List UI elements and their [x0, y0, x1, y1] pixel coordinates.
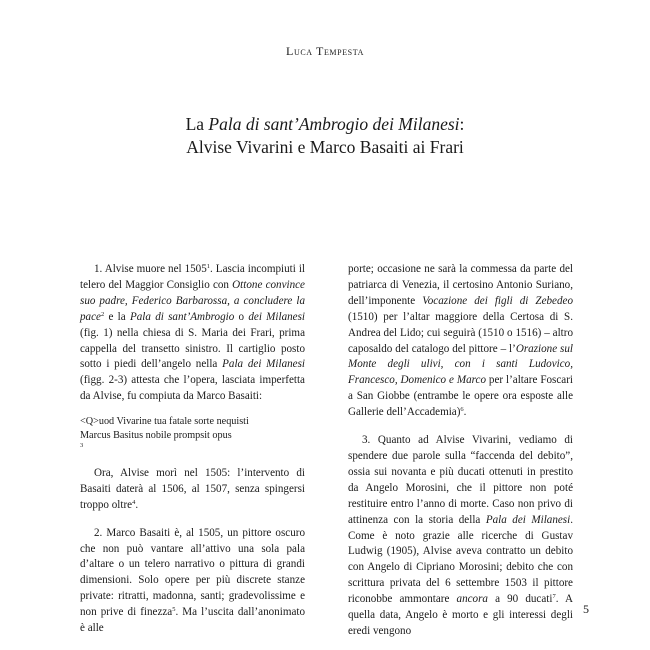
paragraph-4 — [348, 262, 573, 421]
italic-run: Pala dei Milanesi — [485, 513, 571, 526]
footnote-ref: 1 — [206, 263, 211, 270]
text-run: per l’altare Foscari a San Giobbe (entrambe le opere ora esposte alle Gallerie dell’Accademia) — [348, 374, 573, 419]
text-run: (fig. 1) nella chiesa di S. Maria dei Frari, prima cappella del transetto sinistro. Il cartiglio posto sotto i piedi dell’angelo nella — [80, 326, 305, 371]
italic-run: Pala dei Milanesi — [222, 358, 305, 371]
text-run: . Ma l’uscita dall’anonimato è alle — [80, 606, 305, 635]
text-run: porte; occasione ne sarà la commessa da parte del patriarca di Venezia, il certosino Antonio Suriano, dell’imponente — [348, 263, 573, 307]
paragraph-5 — [348, 433, 573, 640]
text-run: . Come è noto grazie alle ricerche di Gustav Ludwig (1905), Alvise aveva contratto un debito con Angelo di Cipriano Morosini; debito che con scrittura privata del 6 settembre 1503 il pittore riconobbe ammontare — [348, 513, 573, 606]
paragraph-2 — [80, 466, 305, 514]
text-run: e la — [104, 310, 130, 323]
italic-run: Pala di sant’Ambrogio — [129, 310, 235, 323]
epigraph-quote — [80, 415, 305, 456]
italic-run: Ottone convince suo padre, Federico Barbarossa, a concludere la pace — [80, 278, 305, 323]
italic-run: dei Milanesi — [248, 310, 305, 323]
paragraph-3 — [80, 526, 305, 637]
italic-run: Orazione sul Monte degli ulivi, con i santi Ludovico, Francesco, Domenico e Marco — [348, 342, 574, 387]
right-column — [348, 262, 573, 640]
footnote-ref: 6 — [460, 406, 464, 414]
text-run: . Lascia incompiuti il telero del Maggior Consiglio con — [80, 263, 305, 291]
paragraph-1 — [80, 262, 305, 405]
article-title — [0, 113, 650, 159]
footnote-ref: 7 — [552, 593, 556, 601]
page-number: 5 — [583, 602, 589, 616]
footnote-ref: 4 — [132, 498, 136, 506]
text-run: Marcus Basitus nobile prompsit opus — [80, 429, 232, 441]
running-head-author: Luca Tempesta — [286, 44, 364, 58]
quote-line-1: <Q>uod Vivarine tua fatale sorte nequisti — [80, 416, 249, 428]
left-column — [80, 262, 305, 637]
text-run: . A quella data, Angelo è morto e gli interessi degli eredi vengono — [348, 593, 573, 637]
footnote-ref: 2 — [100, 310, 105, 318]
footnote-ref: 5 — [172, 606, 176, 614]
text-run: . — [135, 498, 139, 511]
text-run: a 90 ducati — [487, 593, 553, 606]
text-run: 1. Alvise muore nel 1505 — [94, 263, 207, 275]
text-run: 3. Quanto ad Alvise Vivarini, vediamo di spendere due parole sulla “faccenda del debito”, ossia sui novanta e più ducati ottenuti in prestito da Angelo Morosini, che il pittore non poté restituire entro l’anno di morte. Caso non privo di attinenza con la storia della — [348, 434, 573, 526]
title-italic: Pala di sant’Ambrogio dei Milanesi — [208, 114, 460, 134]
text-run: (1510) per l’altar maggiore della Certosa di S. Andrea del Lido; cui seguirà (1510 o 1516) – altro caposaldo del catalogo del pittore – l’ — [348, 310, 573, 355]
title-line-2: Alvise Vivarini e Marco Basaiti ai Frari — [186, 137, 464, 157]
text-run: Ora, Alvise morì nel 1505: l’intervento di Basaiti daterà al 1506, al 1507, senza spingersi troppo oltre — [80, 466, 305, 511]
italic-run: Vocazione dei figli di Zebedeo — [422, 294, 573, 307]
title-colon: : — [459, 114, 465, 134]
title-prefix: La — [185, 114, 209, 134]
text-run: 2. Marco Basaiti è, al 1505, un pittore oscuro che non può vantare all’attivo una sola pala d’altare o un telero narrativo o pittura di grandi dimensioni. Solo opere per più discrete stanze private: ritratti, madonna, santi; gradevolissime e non prive di finezza — [80, 526, 305, 619]
text-run: o — [234, 310, 249, 323]
quote-line-2 — [80, 429, 305, 456]
text-run: . — [463, 406, 467, 419]
italic-run: ancora — [456, 593, 488, 606]
footnote-ref: 3 — [80, 442, 84, 450]
text-run: (figg. 2-3) attesta che l’opera, lasciata imperfetta da Alvise, fu compiuta da Marco Basaiti: — [80, 374, 305, 403]
